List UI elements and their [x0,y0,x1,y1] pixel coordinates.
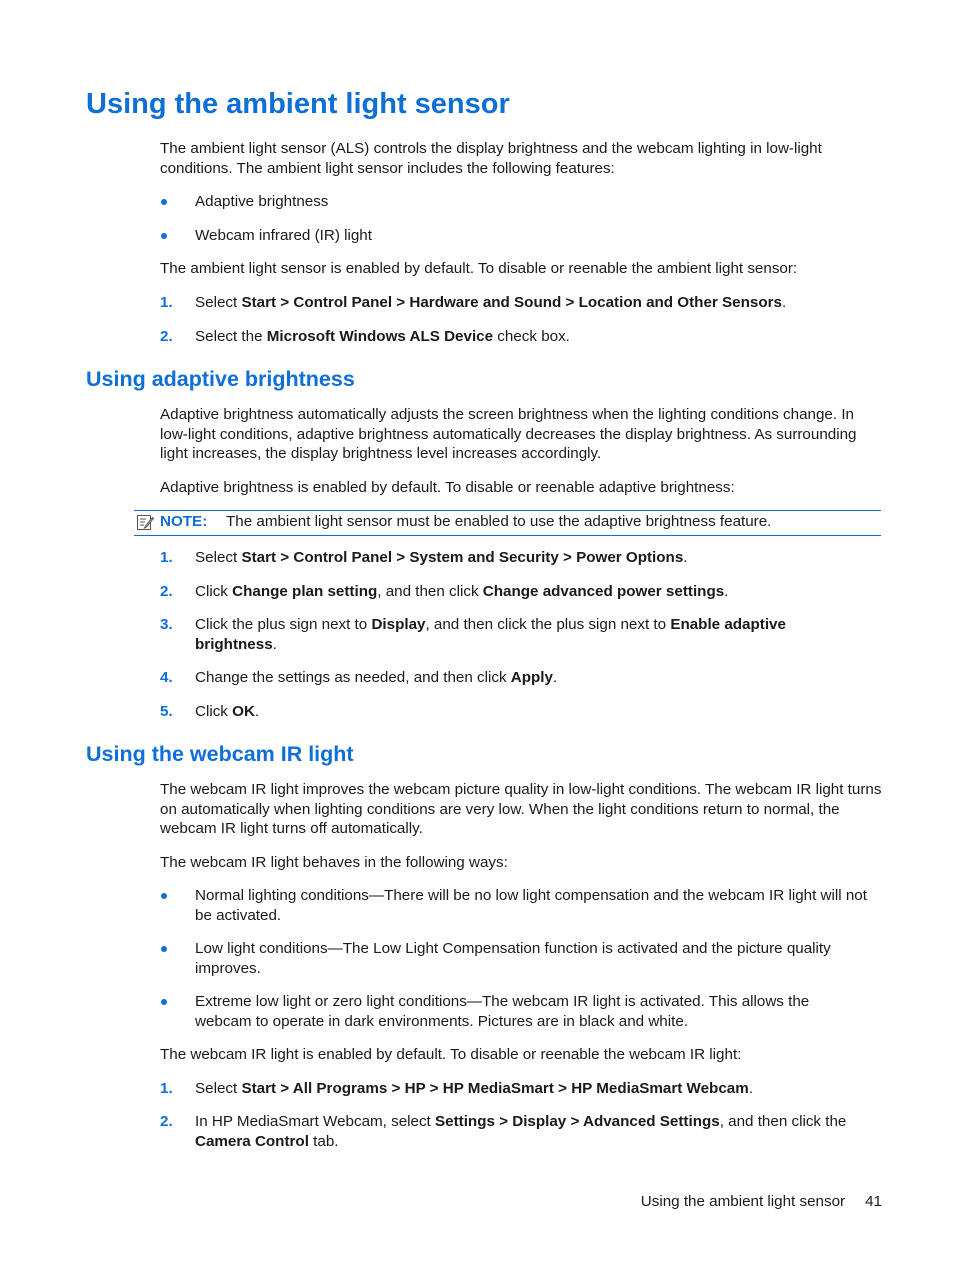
step-text: Select the Microsoft Windows ALS Device check box. [195,328,570,345]
step-number: 1. [160,294,173,311]
bullet-icon [161,999,167,1005]
behavior-text: Normal lighting conditions—There will be no low light compensation and the webcam IR light will not be activated. [195,887,867,924]
page-title: Using the ambient light sensor [86,88,510,120]
webcam-ir-behaves-paragraph: The webcam IR light behaves in the following ways: [160,854,508,871]
webcam-ir-intro-paragraph: The webcam IR light improves the webcam picture quality in low-light conditions. The webcam IR light turns on automatically when lighting conditions are very low. When the light conditions return to normal, the webcam IR light turns off automatically. [160,781,882,837]
section-heading-adaptive-brightness: Using adaptive brightness [86,367,355,391]
step-text: In HP MediaSmart Webcam, select Settings > Display > Advanced Settings, and then click the Camera Control tab. [195,1113,847,1150]
step-text: Click Change plan setting, and then click Change advanced power settings. [195,583,729,600]
note-box [134,510,881,536]
feature-label: Adaptive brightness [195,193,329,210]
step-number: 4. [160,669,173,686]
footer-section-title: Using the ambient light sensor [640,1193,846,1210]
bullet-icon [161,233,167,239]
bullet-icon [161,946,167,952]
step-text: Click OK. [195,703,260,720]
behavior-text: Low light conditions—The Low Light Compensation function is activated and the picture quality improves. [195,940,831,977]
behavior-text: Extreme low light or zero light conditions—The webcam IR light is activated. This allows the webcam to operate in dark environments. Pictures are in black and white. [195,993,810,1030]
webcam-ir-enable-paragraph: The webcam IR light is enabled by default. To disable or reenable the webcam IR light: [160,1046,742,1063]
step-text: Select Start > Control Panel > System and Security > Power Options. [195,549,688,566]
step-number: 1. [160,549,173,566]
step-number: 2. [160,328,173,345]
als-intro-paragraph: The ambient light sensor (ALS) controls the display brightness and the webcam lighting in low-light conditions. The ambient light sensor includes the following features: [160,140,822,177]
page-footer [641,1193,882,1210]
step-number: 3. [160,616,173,633]
bullet-icon [161,199,167,205]
step-number: 5. [160,703,173,720]
note-label: NOTE: [160,513,208,530]
bullet-icon [161,893,167,899]
page-number: 41 [865,1193,882,1210]
step-number: 1. [160,1080,173,1097]
adaptive-enable-paragraph: Adaptive brightness is enabled by default. To disable or reenable adaptive brightness: [160,479,735,496]
step-number: 2. [160,1113,173,1130]
step-number: 2. [160,583,173,600]
step-text: Change the settings as needed, and then click Apply. [195,669,558,686]
note-pencil-icon [136,514,154,532]
section-heading-webcam-ir-light: Using the webcam IR light [86,742,354,766]
feature-label: Webcam infrared (IR) light [195,227,372,244]
step-text: Select Start > Control Panel > Hardware and Sound > Location and Other Sensors. [195,294,787,311]
adaptive-intro-paragraph: Adaptive brightness automatically adjusts the screen brightness when the lighting conditions change. In low-light conditions, adaptive brightness automatically decreases the display brightness. As surrounding light increases, the display brightness level increases accordingly. [160,406,857,462]
step-text: Click the plus sign next to Display, and then click the plus sign next to Enable adaptive brightness. [195,616,786,653]
als-enable-paragraph: The ambient light sensor is enabled by default. To disable or reenable the ambient light sensor: [160,260,798,277]
note-text: The ambient light sensor must be enabled to use the adaptive brightness feature. [226,513,772,530]
step-text: Select Start > All Programs > HP > HP MediaSmart > HP MediaSmart Webcam. [195,1080,753,1097]
